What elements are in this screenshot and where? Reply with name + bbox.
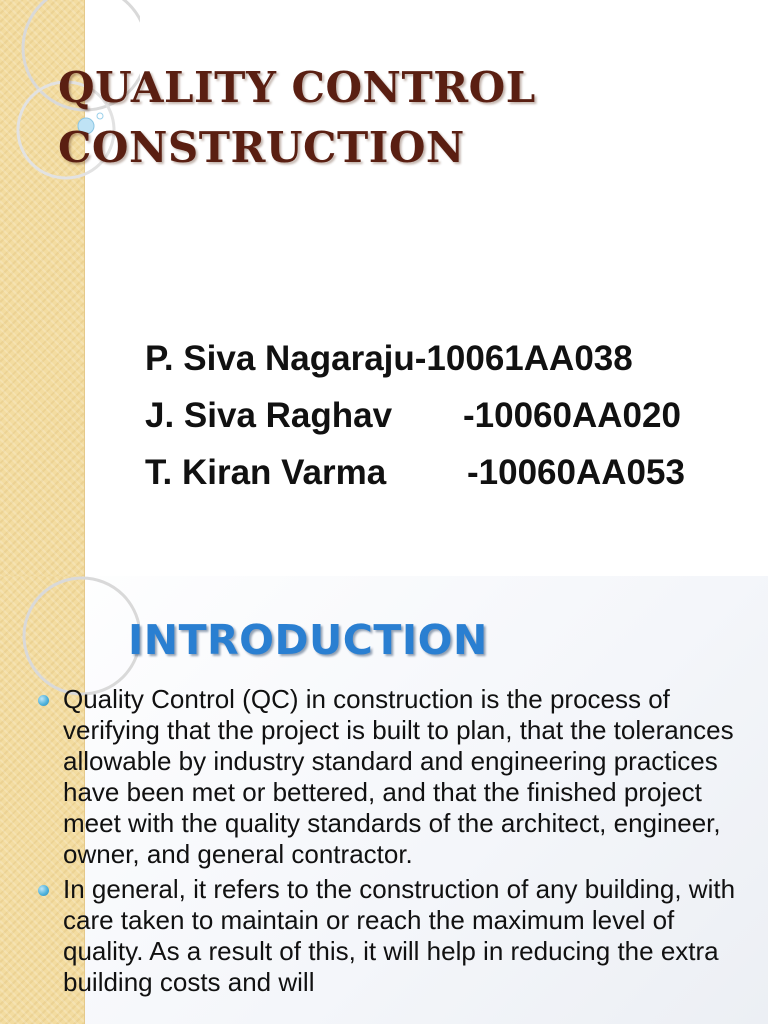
bullet-icon bbox=[38, 885, 49, 896]
list-item bbox=[38, 874, 753, 998]
bullet-text: Quality Control (QC) in construction is the process of verifying that the project is built to plan, that the tolerances allowable by industry standard and engineering practices have been met or bettered, and that the finished project meet with the quality standards of the architect, engineer, owner, and general contractor. bbox=[63, 684, 734, 869]
author-name: P. Siva Nagaraju bbox=[145, 338, 415, 378]
bullet-text: In general, it refers to the construction of any building, with care taken to maintain or reach the maximum level of quality. As a result of this, it will help in reducing the extra building costs and will bbox=[63, 874, 736, 997]
author-name: T. Kiran Varma bbox=[145, 452, 387, 492]
list-item bbox=[38, 684, 753, 870]
bullet-icon bbox=[38, 695, 49, 706]
slide-title bbox=[58, 58, 536, 178]
introduction-slide bbox=[0, 576, 768, 1024]
author-id: -10060AA053 bbox=[467, 452, 685, 492]
title-line-2: CONSTRUCTION bbox=[58, 123, 465, 172]
author-name: J. Siva Raghav bbox=[145, 395, 393, 435]
author-list bbox=[145, 330, 685, 501]
author-row bbox=[145, 387, 685, 444]
author-id: -10061AA038 bbox=[414, 338, 633, 378]
title-line-1: QUALITY CONTROL bbox=[58, 63, 536, 112]
author-row bbox=[145, 330, 685, 387]
author-row bbox=[145, 444, 685, 501]
section-heading: INTRODUCTION bbox=[128, 616, 488, 664]
author-id: -10060AA020 bbox=[463, 395, 681, 435]
bullet-list bbox=[38, 684, 753, 1002]
